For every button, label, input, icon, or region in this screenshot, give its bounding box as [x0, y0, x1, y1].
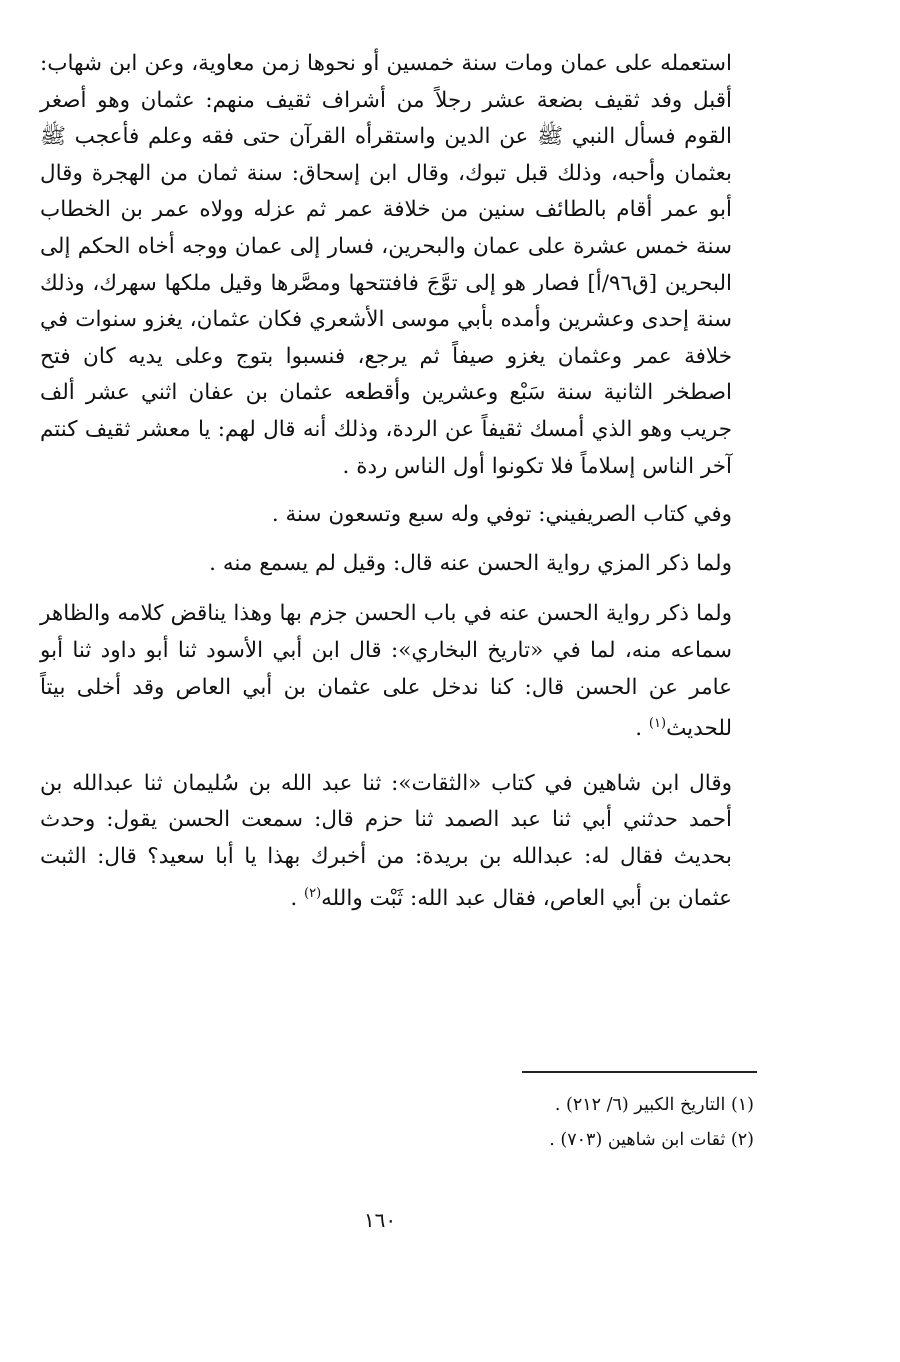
- paragraph-3: ولما ذكر المزي رواية الحسن عنه قال: وقيل لم يسمع منه .: [209, 550, 732, 576]
- footnote-2: (٢) ثقات ابن شاهين (٧٠٣) .: [549, 1130, 754, 1150]
- paragraph-2: وفي كتاب الصريفيني: توفي وله سبع وتسعون سنة .: [271, 502, 732, 528]
- footnotes: [54, 1088, 754, 1158]
- footnote-1: (١) التاريخ الكبير (٦/ ٢١٢) .: [554, 1095, 754, 1115]
- footnote-ref-2: (٢): [304, 885, 322, 901]
- page-number: ١٦٠: [363, 1208, 397, 1232]
- paragraph-5-text: وقال ابن شاهين في كتاب «الثقات»: ثنا عبد الله بن سُليمان ثنا عبدالله بن أحمد حدثني أبي ثنا عبد الصمد ثنا حزم قال: سمعت الحسن يقول: وحدث بحديث فقال له: عبدالله بن بريدة: من أخبرك بهذا يا أبا سعيد؟ قال: الثبت عثمان بن أبي العاص، فقال عبد الله: ثَبْت والله: [40, 770, 732, 911]
- paragraph-4: [40, 596, 732, 748]
- paragraph-1: استعمله على عمان ومات سنة خمسين أو نحوها زمن معاوية، وعن ابن شهاب: أقبل وفد ثقيف بضعة عشر رجلاً من أشراف ثقيف منهم: عثمان وهو أصغر القوم فسأل النبي ﷺ عن الدين واستقرأه القرآن حتى فقه وعلم فأعجب ﷺ بعثمان وأحبه، وذلك قبل تبوك، وقال ابن إسحاق: سنة ثمان من الهجرة وقال أبو عمر أقام بالطائف سنين من خلافة عمر ثم عزله وولاه عمر بن الخطاب سنة خمس عشرة على عمان والبحرين، فسار إلى عمان ووجه أخاه الحكم إلى البحرين [ق٩٦/أ] فصار هو إلى توَّجَ فافتتحها ومصَّرها وقيل ملكها سهرك، وذلك سنة إحدى وعشرين وأمده بأبي موسى الأشعري فكان عثمان، يغزو سنوات في خلافة عمر وعثمان يغزو صيفاً ثم يرجع، فنسبوا بتوج وعلى يديه كان فتح اصطخر الثانية سنة سَبْع وعشرين وأقطعه عثمان بن عفان اثني عشر ألف جريب وهو الذي أمسك ثقيفاً عن الردة، وذلك أنه قال لهم: يا معشر ثقيف كنتم آخر الناس إسلاماً فلا تكونوا أول الناس ردة .: [40, 51, 732, 479]
- paragraph-5: [40, 766, 732, 918]
- footnote-divider: [522, 1071, 757, 1073]
- footnote-ref-1: (١): [648, 716, 667, 732]
- paragraph-4-text: ولما ذكر رواية الحسن عنه في باب الحسن جزم بها وهذا يناقض كلامه والظاهر سماعه منه، لما في «تاريخ البخاري»: قال ابن أبي الأسود ثنا أبو داود ثنا أبو عامر عن الحسن قال: كنا ندخل على عثمان بن أبي العاص وقد أخلى بيتاً للحديث: [40, 601, 732, 742]
- paragraph-4-end: .: [635, 716, 649, 742]
- paragraph-5-end: .: [290, 885, 305, 911]
